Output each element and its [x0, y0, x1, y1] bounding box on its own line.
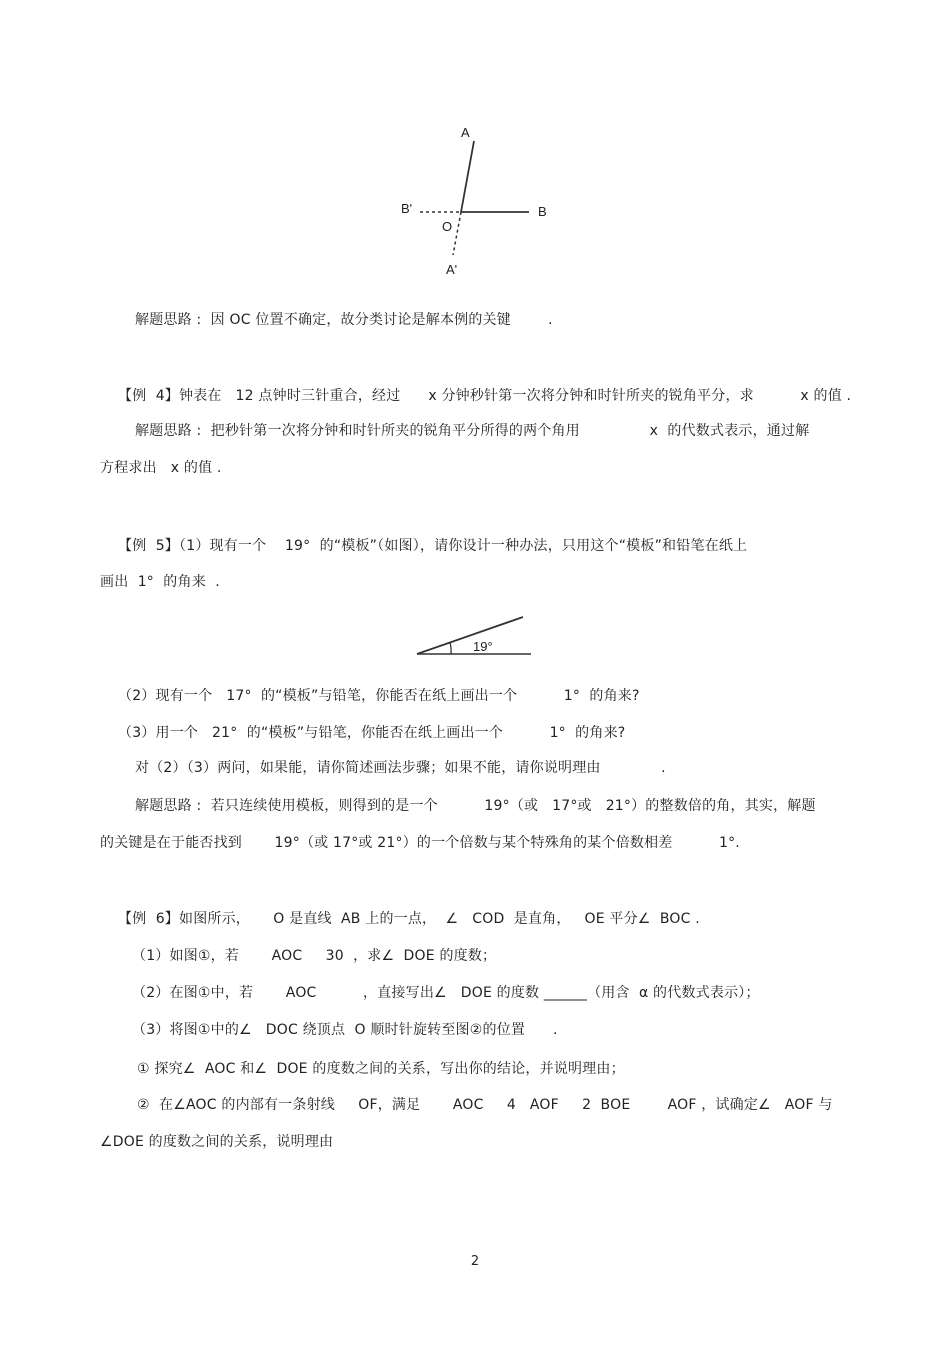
label-b-prime: B': [401, 201, 413, 216]
example6-problem: 【例 6】如图所示， O 是直线 AB 上的一点， ∠ COD 是直角， OE 平分∠ BOC .: [118, 911, 700, 927]
example6-question3b-line2: ∠DOE 的度数之间的关系，说明理由: [100, 1134, 334, 1150]
example5-problem-line2: 画出 1° 的角来 .: [100, 574, 220, 590]
example6-question3: （3）将图①中的∠ DOC 绕顶点 O 顺时针旋转至图②的位置 .: [132, 1022, 558, 1038]
example6-question3a: ① 探究∠ AOC 和∠ DOE 的度数之间的关系，写出你的结论，并说明理由；: [137, 1061, 625, 1077]
label-b: B: [538, 204, 547, 219]
example4-problem: 【例 4】钟表在 12 点钟时三针重合，经过 x 分钟秒针第一次将分钟和时针所夹的锐角平分，求 x 的值 .: [118, 388, 852, 404]
label-a-prime: A': [446, 262, 458, 277]
template-top-edge: [417, 617, 523, 654]
label-a: A: [461, 125, 470, 140]
example4-hint-line2: 方程求出 x 的值 .: [100, 460, 222, 476]
line-oa: [461, 141, 474, 212]
label-o: O: [442, 219, 453, 234]
line-oa-prime-dashed: [453, 212, 461, 255]
example5-question4: 对（2）（3）两问，如果能，请你简述画法步骤；如果不能，请你说明理由 .: [135, 760, 666, 776]
example6-question2: （2）在图①中，若 AOC ，直接写出∠ DOE 的度数 ______（用含 α 的代数式表示）；: [132, 985, 760, 1001]
example6-question3b-line1: ② 在∠AOC 的内部有一条射线 OF，满足 AOC 4 AOF 2 BOE AOF ，试确定∠ AOF 与: [137, 1097, 833, 1113]
example5-question3: （3）用一个 21° 的“模板”与铅笔，你能否在纸上画出一个 1° 的角来?: [118, 725, 626, 741]
page-number: 2: [470, 1254, 480, 1269]
example5-hint-line1: 解题思路 : 若只连续使用模板，则得到的是一个 19°（或 17°或 21°）的整数倍的角，其实，解题: [135, 798, 816, 814]
figure-19-degree-template: [410, 608, 540, 660]
example5-hint-line2: 的关键是在于能否找到 19°（或 17°或 21°）的一个倍数与某个特殊角的某个倍数相差 1°.: [100, 835, 740, 851]
example3-hint: 解题思路 : 因 OC 位置不确定，故分类讨论是解本例的关键 .: [135, 312, 553, 328]
angle-label: 19°: [473, 639, 493, 654]
figure-rotated-lines: [395, 120, 565, 280]
example5-question2: （2）现有一个 17° 的“模板”与铅笔，你能否在纸上画出一个 1° 的角来?: [118, 688, 640, 704]
example6-question1: （1）如图①，若 AOC 30 ，求∠ DOE 的度数；: [132, 948, 497, 964]
angle-arc: [450, 643, 451, 655]
example4-hint-line1: 解题思路 : 把秒针第一次将分钟和时针所夹的锐角平分所得的两个角用 x 的代数式表示，通过解: [135, 423, 810, 439]
example5-problem-line1: 【例 5】（1）现有一个 19° 的“模板”（如图），请你设计一种办法，只用这个“模板”和铅笔在纸上: [118, 538, 748, 554]
